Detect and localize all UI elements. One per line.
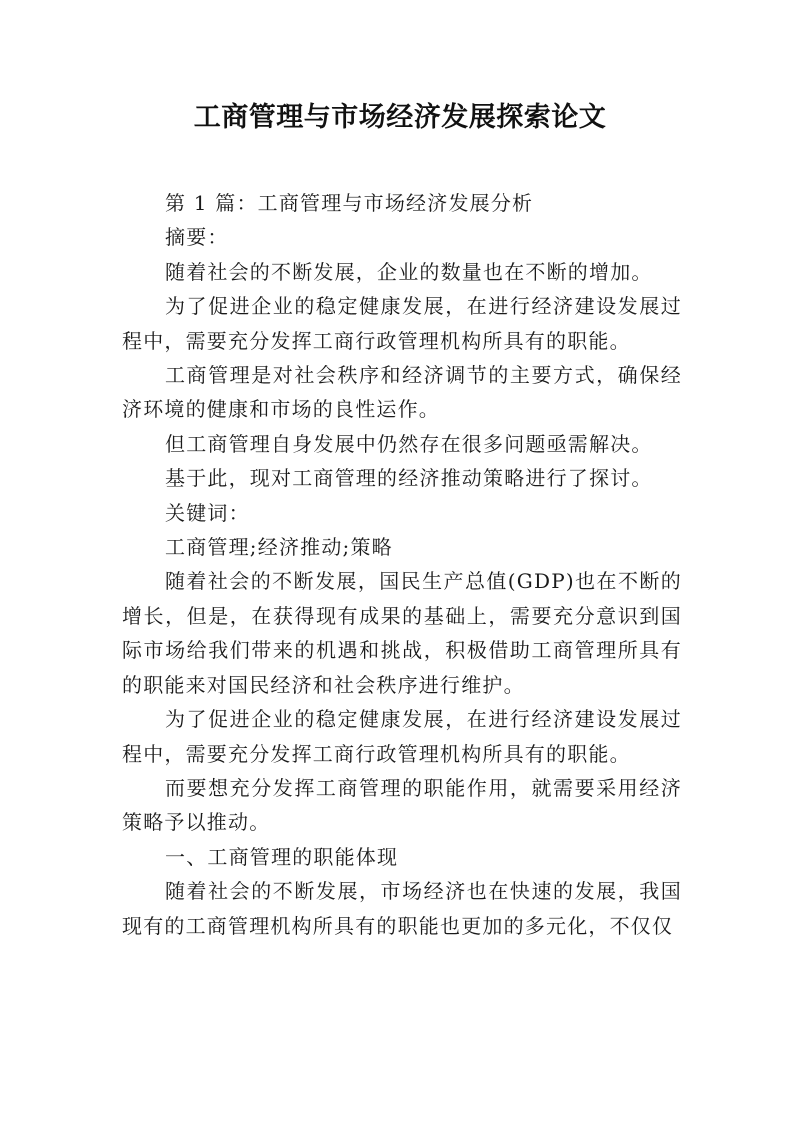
paragraph: 工商管理是对社会秩序和经济调节的主要方式，确保经济环境的健康和市场的良性运作。 <box>122 363 682 422</box>
paragraph-keywords-label: 关键词： <box>165 500 250 525</box>
paragraph: 随着社会的不断发展，国民生产总值(GDP)也在不断的增长，但是，在获得现有成果的基础上，需要充分意识到国际市场给我们带来的机遇和挑战，积极借助工商管理所具有的职能来对国民经济和社会秩序进行维护。 <box>122 569 682 697</box>
document-title: 工商管理与市场经济发展探索论文 <box>193 102 607 133</box>
paragraph-section-heading: 第 1 篇：工商管理与市场经济发展分析 <box>165 191 534 215</box>
paragraph: 而要想充分发挥工商管理的职能作用，就需要采用经济策略予以推动。 <box>122 775 682 835</box>
paragraph: 随着社会的不断发展，市场经济也在快速的发展，我国现有的工商管理机构所具有的职能也更加的多元化，不仅仅 <box>122 879 682 938</box>
paragraph: 但工商管理自身发展中仍然存在很多问题亟需解决。 <box>165 431 653 456</box>
paragraph: 为了促进企业的稳定健康发展，在进行经济建设发展过程中，需要充分发挥工商行政管理机构所具有的职能。 <box>122 707 682 766</box>
paragraph: 随着社会的不断发展，企业的数量也在不断的增加。 <box>165 259 653 284</box>
paragraph: 为了促进企业的稳定健康发展，在进行经济建设发展过程中，需要充分发挥工商行政管理机构所具有的职能。 <box>122 294 682 353</box>
paragraph-subheading: 一、工商管理的职能体现 <box>165 844 399 869</box>
document-body <box>122 186 682 943</box>
paragraph-keywords: 工商管理;经济推动;策略 <box>165 535 393 560</box>
paragraph-abstract-label: 摘要： <box>165 225 229 250</box>
paragraph: 基于此，现对工商管理的经济推动策略进行了探讨。 <box>165 466 653 491</box>
